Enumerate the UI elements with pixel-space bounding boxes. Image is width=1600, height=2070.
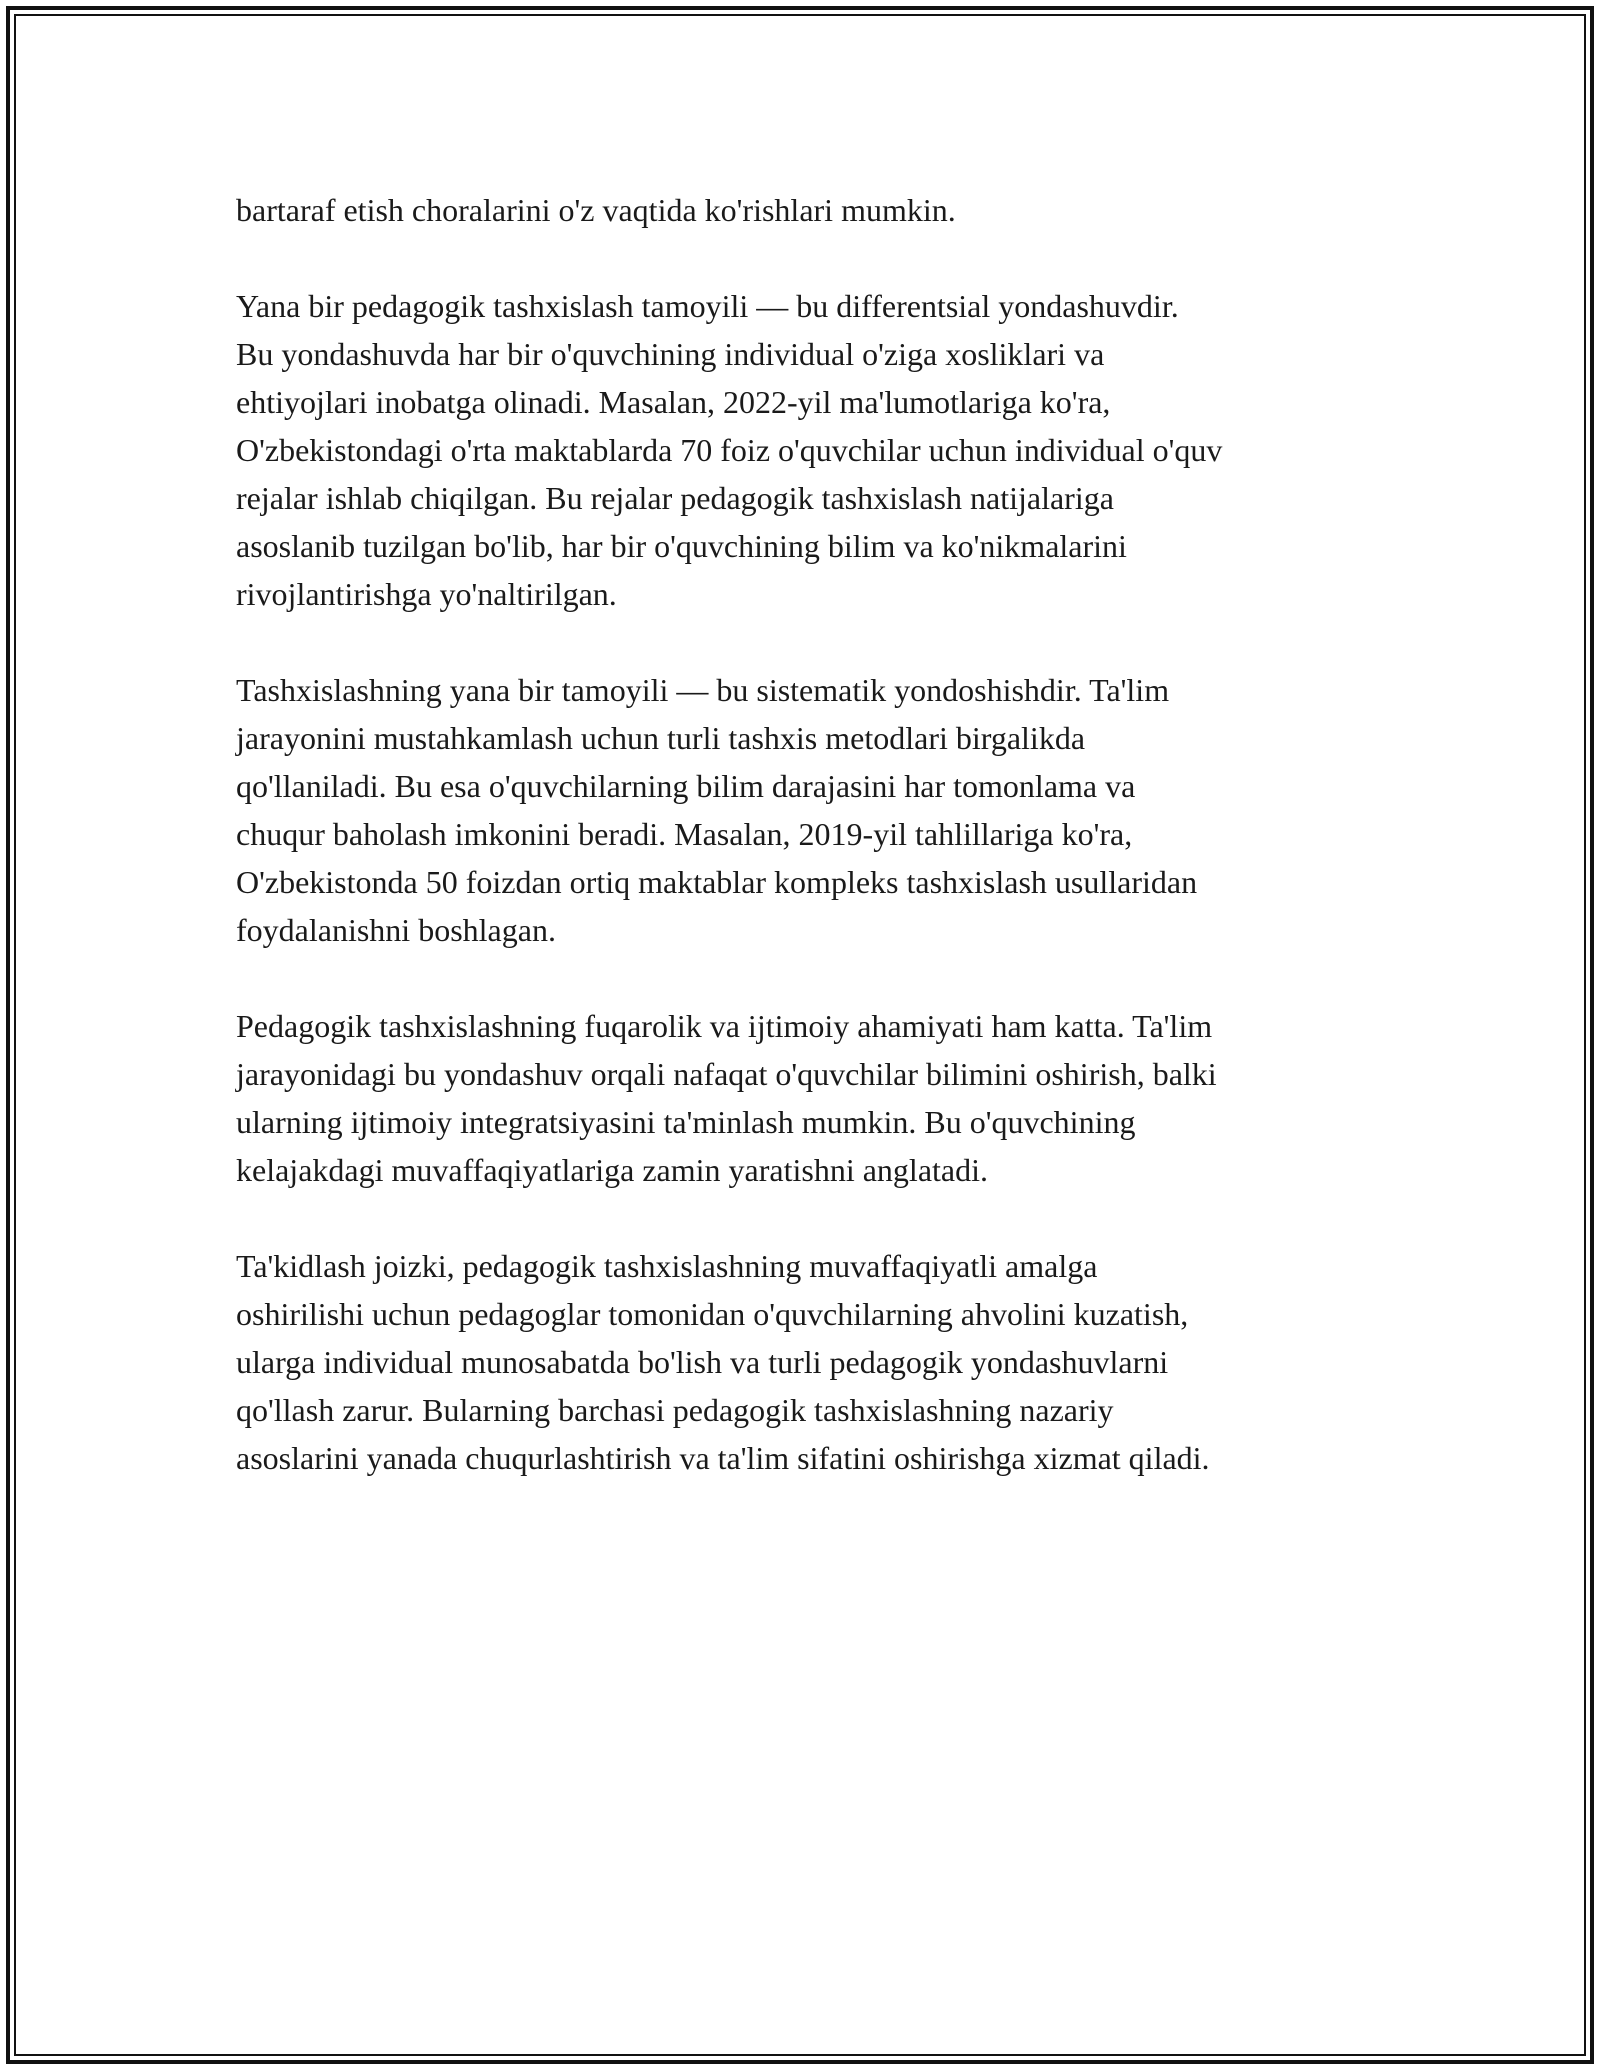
text-line: qo'llash zarur. Bularning barchasi pedagogik tashxislashning nazariy: [236, 1392, 1114, 1428]
text-line: rejalar ishlab chiqilgan. Bu rejalar pedagogik tashxislash natijalariga: [236, 480, 1114, 516]
text-line: kelajakdagi muvaffaqiyatlariga zamin yaratishni anglatadi.: [236, 1152, 988, 1188]
text-line: ularga individual munosabatda bo'lish va turli pedagogik yondashuvlarni: [236, 1344, 1169, 1380]
text-line: asoslanib tuzilgan bo'lib, har bir o'quvchining bilim va ko'nikmalarini: [236, 528, 1127, 564]
text-line: ehtiyojlari inobatga olinadi. Masalan, 2022-yil ma'lumotlariga ko'ra,: [236, 384, 1111, 420]
text-line: jarayonidagi bu yondashuv orqali nafaqat o'quvchilar bilimini oshirish, balki: [236, 1056, 1217, 1092]
paragraph-5: [236, 1242, 1376, 1482]
text-line: Pedagogik tashxislashning fuqarolik va ijtimoiy ahamiyati ham katta. Ta'lim: [236, 1008, 1213, 1044]
text-line: asoslarini yanada chuqurlashtirish va ta'lim sifatini oshirishga xizmat qiladi.: [236, 1440, 1210, 1476]
text-line: bartaraf etish choralarini o'z vaqtida ko'rishlari mumkin.: [236, 192, 956, 228]
text-line: Bu yondashuvda har bir o'quvchining individual o'ziga xosliklari va: [236, 336, 1105, 372]
text-line: O'zbekistonda 50 foizdan ortiq maktablar kompleks tashxislash usullaridan: [236, 864, 1198, 900]
text-line: Ta'kidlash joizki, pedagogik tashxislashning muvaffaqiyatli amalga: [236, 1248, 1098, 1284]
document-body: [236, 186, 1376, 1530]
text-line: rivojlantirishga yo'naltirilgan.: [236, 576, 617, 612]
text-line: foydalanishni boshlagan.: [236, 912, 556, 948]
paragraph-1: [236, 186, 1376, 234]
text-line: Tashxislashning yana bir tamoyili — bu sistematik yondoshishdir. Ta'lim: [236, 672, 1170, 708]
paragraph-3: [236, 666, 1376, 954]
text-line: qo'llaniladi. Bu esa o'quvchilarning bilim darajasini har tomonlama va: [236, 768, 1136, 804]
text-line: ularning ijtimoiy integratsiyasini ta'minlash mumkin. Bu o'quvchining: [236, 1104, 1136, 1140]
paragraph-2: [236, 282, 1376, 618]
text-line: Yana bir pedagogik tashxislash tamoyili — bu differentsial yondashuvdir.: [236, 288, 1179, 324]
text-line: chuqur baholash imkonini beradi. Masalan, 2019-yil tahlillariga ko'ra,: [236, 816, 1133, 852]
text-line: jarayonini mustahkamlash uchun turli tashxis metodlari birgalikda: [236, 720, 1086, 756]
paragraph-4: [236, 1002, 1376, 1194]
text-line: oshirilishi uchun pedagoglar tomonidan o'quvchilarning ahvolini kuzatish,: [236, 1296, 1189, 1332]
text-line: O'zbekistondagi o'rta maktablarda 70 foiz o'quvchilar uchun individual o'quv: [236, 432, 1223, 468]
